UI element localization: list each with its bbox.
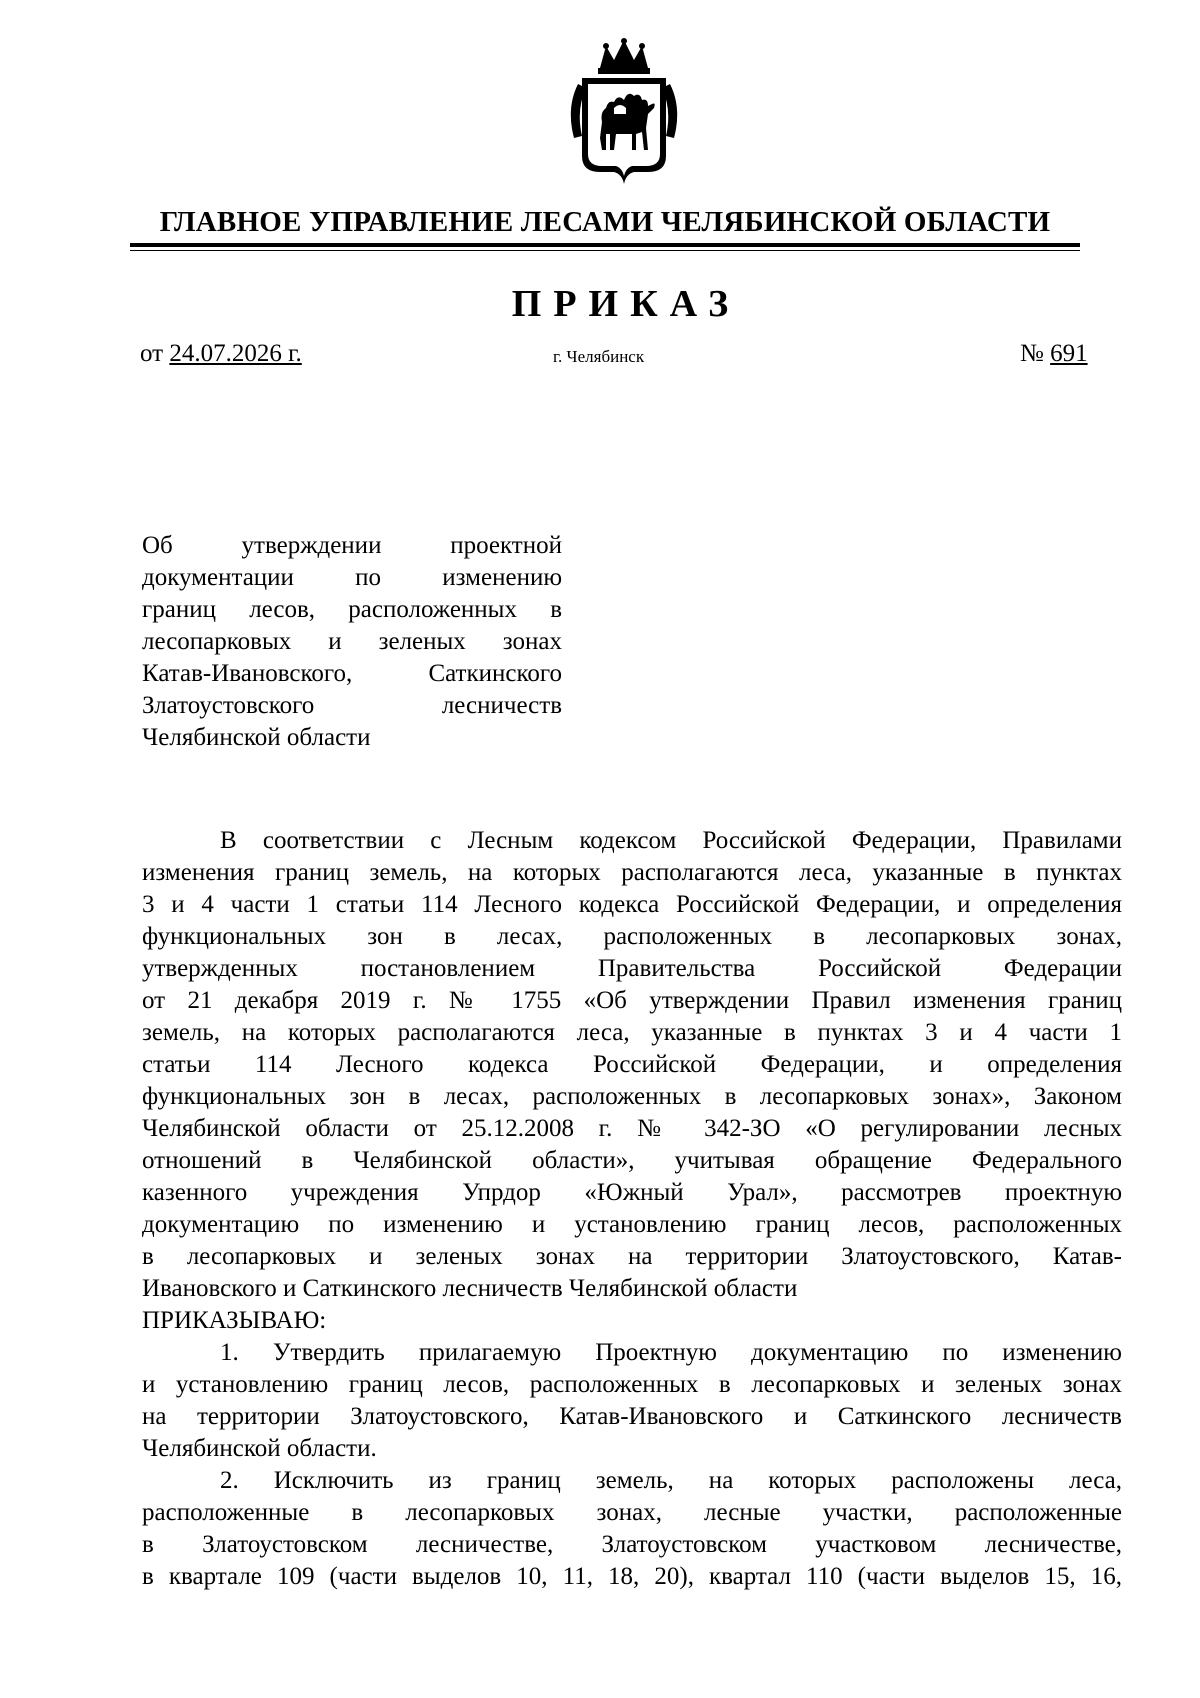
body-line: земель, на которых располагаются леса, указанные в пунктах 3 и 4 части 1 <box>142 1019 1122 1046</box>
body-line: Челябинской области от 25.12.2008 г. № 342-ЗО «О регулировании лесных <box>142 1115 1122 1142</box>
coat-of-arms-icon <box>560 38 688 188</box>
body-line: в лесопарковых и зеленых зонах на территории Златоустовского, Катав- <box>142 1243 1122 1270</box>
number-prefix: № <box>1020 340 1051 367</box>
body-line: 1. Утвердить прилагаемую Проектную документацию по изменению <box>220 1339 1122 1366</box>
document-type-title: ПРИКАЗ <box>511 283 741 325</box>
header-rule-thick <box>130 243 1080 247</box>
organization-name: ГЛАВНОЕ УПРАВЛЕНИЕ ЛЕСАМИ ЧЕЛЯБИНСКОЙ ОБЛАСТИ <box>159 206 1051 238</box>
body-line: отношений в Челябинской области», учитывая обращение Федерального <box>142 1147 1122 1174</box>
subject-line: Челябинской области <box>142 724 371 751</box>
body-line: утвержденных постановлением Правительства Российской Федерации <box>142 955 1122 982</box>
subject-line: лесопарковых и зеленых зонах <box>142 628 562 655</box>
order-subject <box>142 530 562 754</box>
body-line: в квартале 109 (части выделов 10, 11, 18, 20), квартал 110 (части выделов 15, 16, <box>142 1563 1122 1590</box>
order-keyword: ПРИКАЗЫВАЮ: <box>142 1307 327 1334</box>
number-value: 691 <box>1050 340 1088 367</box>
body-line: 3 и 4 части 1 статьи 114 Лесного кодекса Российской Федерации, и определения <box>142 891 1122 918</box>
header-rule-thin <box>130 250 1080 251</box>
order-date <box>140 340 302 368</box>
body-line: изменения границ земель, на которых располагаются леса, указанные в пунктах <box>142 859 1122 886</box>
body-line: на территории Златоустовского, Катав-Ивановского и Саткинского лесничеств <box>142 1403 1122 1430</box>
subject-line: Об утверждении проектной <box>142 532 562 559</box>
subject-line: Катав-Ивановского, Саткинского <box>142 660 562 687</box>
body-line: в Златоустовском лесничестве, Златоустовском участковом лесничестве, <box>142 1531 1122 1558</box>
body-line: функциональных зон в лесах, расположенных в лесопарковых зонах», Законом <box>142 1083 1122 1110</box>
subject-line: границ лесов, расположенных в <box>142 596 562 623</box>
subject-line: Златоустовского лесничеств <box>142 692 562 719</box>
body-line: расположенные в лесопарковых зонах, лесные участки, расположенные <box>142 1499 1122 1526</box>
city: г. Челябинск <box>553 347 645 366</box>
body-line: функциональных зон в лесах, расположенных в лесопарковых зонах, <box>142 923 1122 950</box>
order-number <box>1020 340 1088 368</box>
body-line: Ивановского и Саткинского лесничеств Челябинской области <box>142 1275 798 1302</box>
body-line: 2. Исключить из границ земель, на которых расположены леса, <box>220 1467 1122 1494</box>
body-line: В соответствии с Лесным кодексом Российской Федерации, Правилами <box>220 827 1122 854</box>
body-line: Челябинской области. <box>142 1435 377 1462</box>
subject-line: документации по изменению <box>142 564 562 591</box>
body-line: и установлению границ лесов, расположенных в лесопарковых и зеленых зонах <box>142 1371 1122 1398</box>
body-line: казенного учреждения Упрдор «Южный Урал», рассмотрев проектную <box>142 1179 1122 1206</box>
date-prefix: от <box>140 340 170 367</box>
order-body <box>142 825 1122 1593</box>
body-line: документацию по изменению и установлению границ лесов, расположенных <box>142 1211 1122 1238</box>
body-line: статьи 114 Лесного кодекса Российской Федерации, и определения <box>142 1051 1122 1078</box>
body-line: от 21 декабря 2019 г. № 1755 «Об утверждении Правил изменения границ <box>142 987 1122 1014</box>
date-value: 24.07.2026 г. <box>169 340 302 367</box>
